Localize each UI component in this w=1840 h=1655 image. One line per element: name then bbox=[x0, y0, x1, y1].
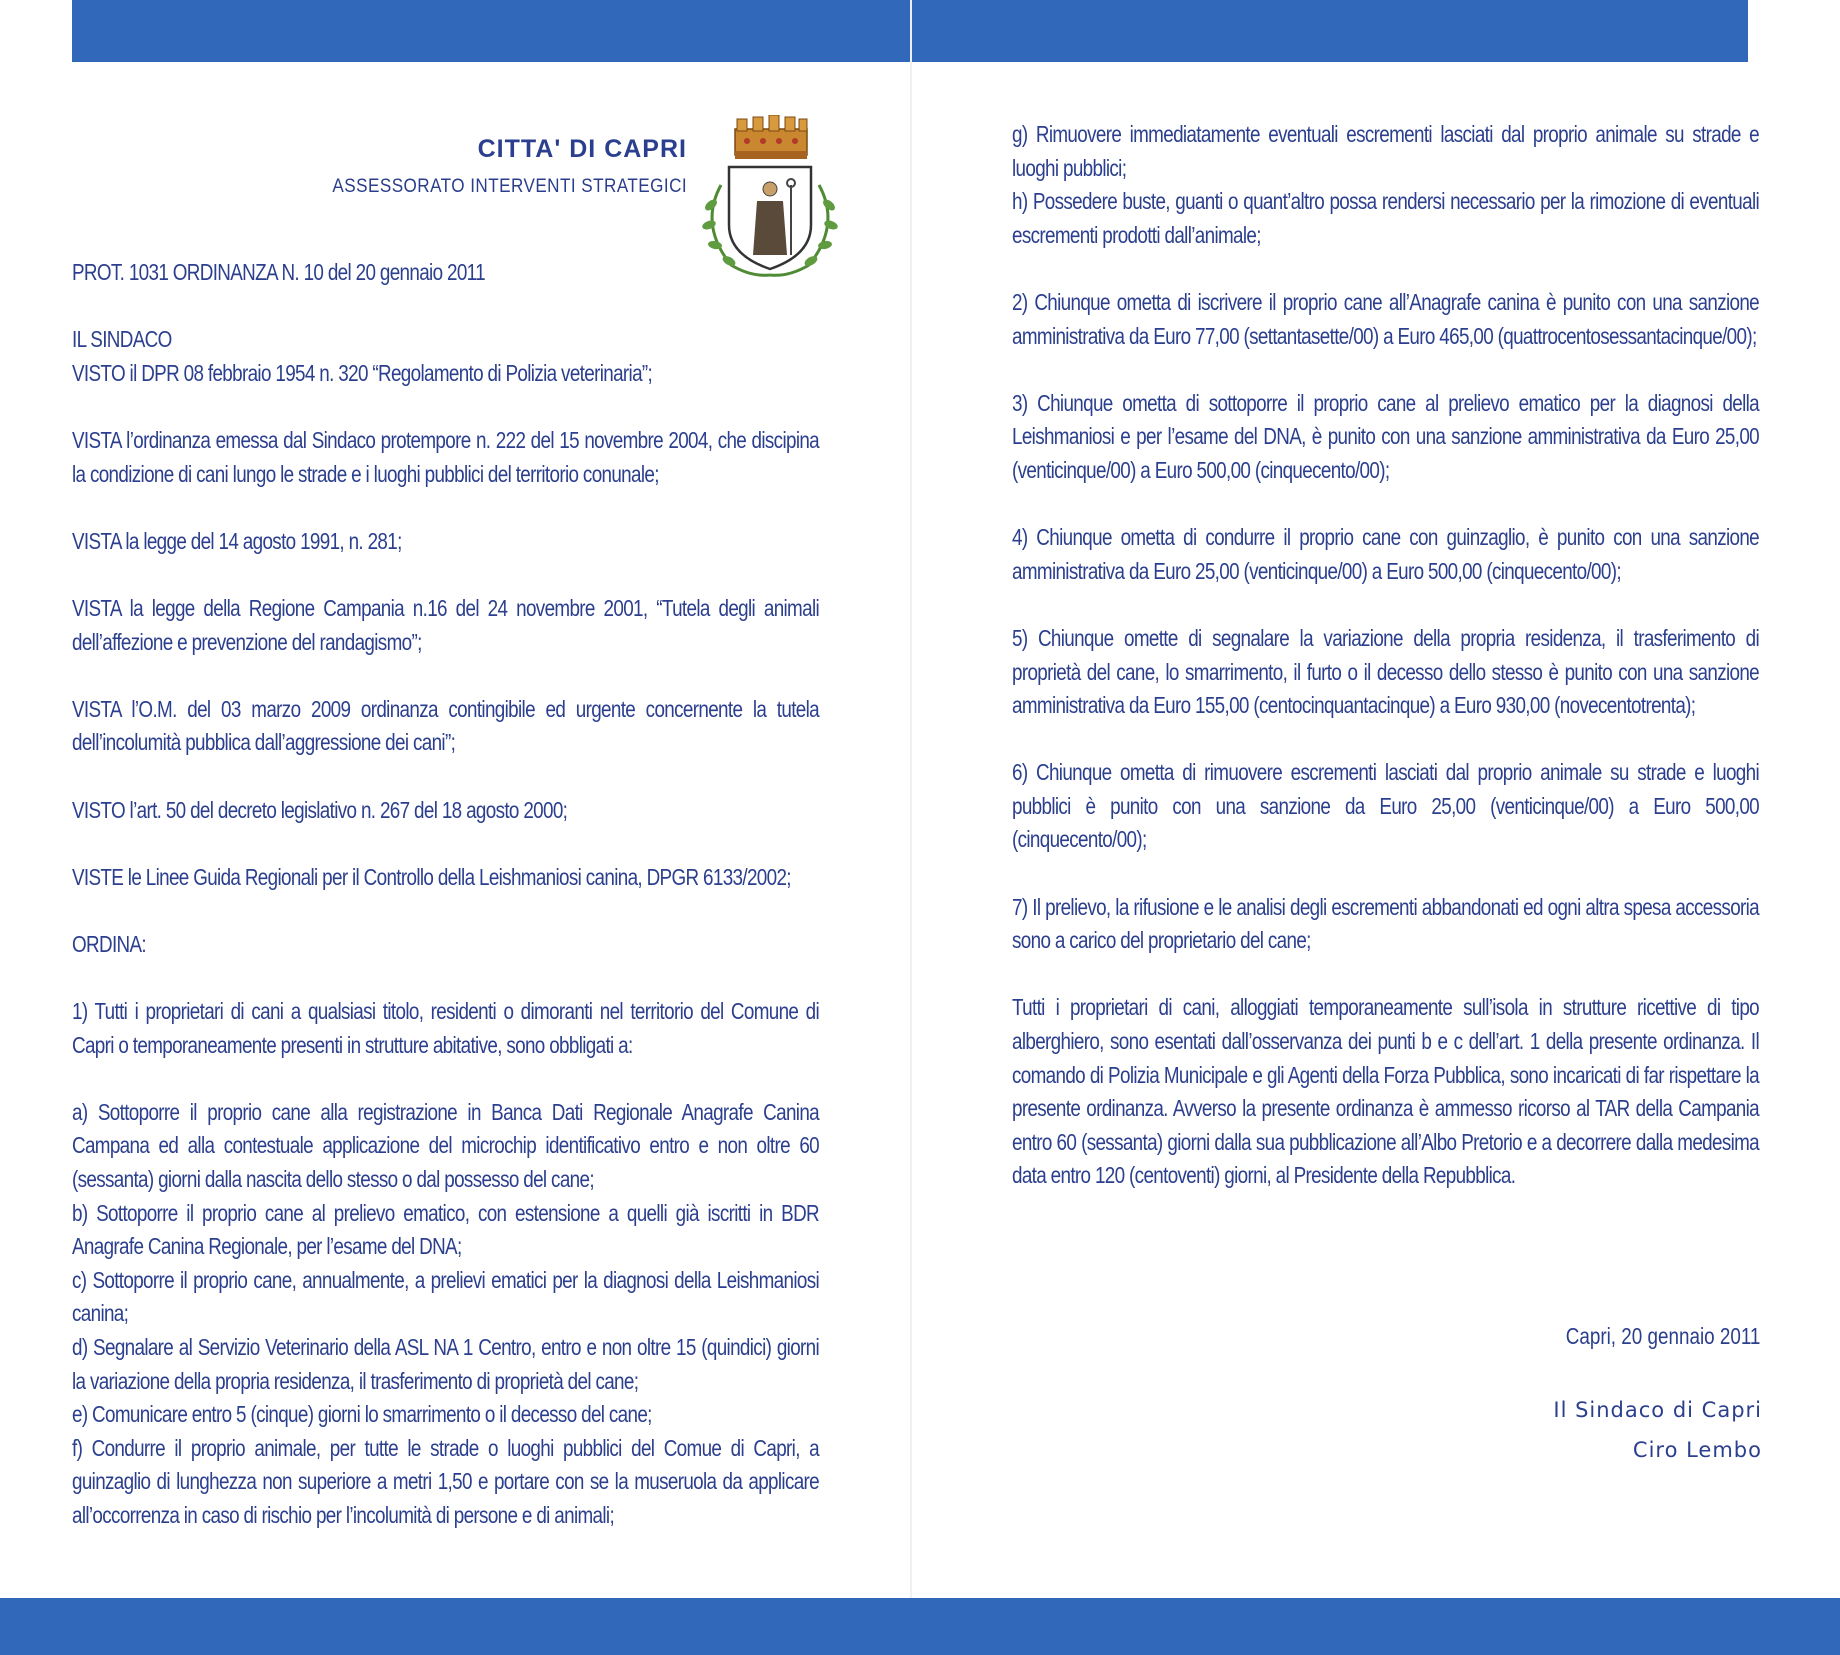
vista-legge-regione: VISTA la legge della Regione Campania n.16 del 24 novembre 2001, “Tutela degli animali dell’affezione e prevenzione del randagismo”; bbox=[72, 594, 820, 655]
protocol-line: PROT. 1031 ORDINANZA N. 10 del 20 gennaio 2011 bbox=[72, 259, 485, 285]
visto-art: VISTO l’art. 50 del decreto legislativo n. 267 del 18 agosto 2000; bbox=[72, 796, 568, 823]
vista-legge: VISTA la legge del 14 agosto 1991, n. 281; bbox=[72, 527, 402, 554]
date-line: Capri, 20 gennaio 2011 bbox=[1565, 1323, 1760, 1349]
vista-ordinanza: VISTA l’ordinanza emessa dal Sindaco protempore n. 222 del 15 novembre 2004, che discipina la condizione di cani lungo le strade e i luoghi pubblici del territorio conunale; bbox=[72, 426, 820, 487]
top-band-left bbox=[72, 0, 910, 62]
item-g: g) Rimuovere immediatamente eventuali escrementi lasciati dal proprio animale su strade e luoghi pubblici; bbox=[1012, 121, 1760, 181]
signature-title: Il Sindaco di Capri bbox=[1553, 1398, 1762, 1422]
signature-block bbox=[1553, 1398, 1762, 1478]
city-title: CITTA' DI CAPRI bbox=[477, 135, 687, 163]
right-text-block bbox=[1012, 118, 1759, 1227]
item-f: f) Condurre il proprio animale, per tutte le strade o luoghi pubblici del Comue di Capri, a guinzaglio di lunghezza non superiore a metri 1,50 e portare con se la museruola da applicare all’occorrenza in caso di rischio per l’incolumità di persone e di animali; bbox=[72, 1434, 820, 1528]
item-e: e) Comunicare entro 5 (cinque) giorni lo smarrimento o il decesso del cane; bbox=[72, 1401, 652, 1428]
item-h: h) Possedere buste, guanti o quant’altro possa rendersi necessario per la rimozione di eventuali escrementi prodotti dall’animale; bbox=[1012, 188, 1760, 248]
left-text-block bbox=[72, 256, 819, 1533]
item-b: b) Sottoporre il proprio cane al prelievo ematico, con estensione a quelli già iscritti in BDR Anagrafe Canina Regionale, per l’esame del DNA; bbox=[72, 1199, 820, 1260]
point-3: 3) Chiunque ometta di sottoporre il proprio cane al prelievo ematico per la diagnosi della Leishmaniosi e per l’esame del DNA, è punito con una sanzione amministrativa da Euro 25,00 (venticinque/00) a Euro 500,00 (cinquecento/00); bbox=[1012, 389, 1760, 483]
ordina-heading: ORDINA: bbox=[72, 930, 147, 957]
point-2: 2) Chiunque ometta di iscrivere il proprio cane all’Anagrafe canina è punito con una sanzione amministrativa da Euro 77,00 (settantasette/00) a Euro 465,00 (quattrocentosessantacinque/00); bbox=[1012, 288, 1760, 349]
top-band-right bbox=[912, 0, 1748, 62]
point-5: 5) Chiunque omette di segnalare la variazione della propria residenza, il trasferimento di proprietà del cane, lo smarrimento, il furto o il decesso dello stesso è punito con una sanzione amministrativa da Euro 155,00 (centocinquantacinque) a Euro 930,00 (novecentotrenta); bbox=[1012, 624, 1760, 719]
item-a: a) Sottoporre il proprio cane alla registrazione in Banca Dati Regionale Anagrafe Canina Campana ed alla contestuale applicazione del microchip identificativo entro e non oltre 60 (sessanta) giorni dalla nascita dello stesso o dal possesso del cane; bbox=[72, 1098, 820, 1193]
visto-dpr: VISTO il DPR 08 febbraio 1954 n. 320 “Regolamento di Polizia veterinaria”; bbox=[72, 359, 653, 386]
page-fold bbox=[910, 0, 912, 1598]
document-header bbox=[293, 135, 687, 198]
signature-name: Ciro Lembo bbox=[1632, 1438, 1762, 1462]
point-1: 1) Tutti i proprietari di cani a qualsiasi titolo, residenti o dimoranti nel territorio del Comune di Capri o temporaneamente presenti in strutture abitative, sono obbligati a: bbox=[72, 998, 820, 1058]
bottom-band bbox=[0, 1598, 1840, 1655]
point-6: 6) Chiunque ometta di rimuovere escrementi lasciati dal proprio animale su strade e luoghi pubblici è punito con una sanzione da Euro 25,00 (venticinque/00) a Euro 500,00 (cinquecento/00); bbox=[1012, 759, 1760, 853]
viste-linee: VISTE le Linee Guida Regionali per il Controllo della Leishmaniosi canina, DPGR 6133/2002; bbox=[72, 863, 791, 890]
department-title: ASSESSORATO INTERVENTI STRATEGICI bbox=[332, 176, 687, 197]
item-c: c) Sottoporre il proprio cane, annualmente, a prelievi ematici per la diagnosi della Leishmaniosi canina; bbox=[72, 1266, 820, 1327]
item-d: d) Segnalare al Servizio Veterinario della ASL NA 1 Centro, entro e non oltre 15 (quindici) giorni la variazione della propria residenza, il trasferimento di proprietà del cane; bbox=[72, 1334, 820, 1394]
vista-om: VISTA l’O.M. del 03 marzo 2009 ordinanza contingibile ed urgente concernente la tutela dell’incolumità pubblica dall’aggressione dei cani”; bbox=[72, 695, 820, 756]
crown-icon bbox=[735, 115, 807, 159]
point-7: 7) Il prelievo, la rifusione e le analisi degli escrementi abbandonati ed ogni altra spesa accessoria sono a carico del proprietario del cane; bbox=[1012, 893, 1760, 954]
closing-paragraph: Tutti i proprietari di cani, alloggiati temporaneamente sull’isola in strutture ricettive di tipo alberghiero, sono esentati dall’osservanza dei punti b e c dell’art. 1 della presente ordinanza. Il comando di Polizia Municipale e gli Agenti della Forza Pubblica, sono incaricati di far rispettare la presente ordinanza. Avverso la presente ordinanza è ammesso ricorso al TAR della Campania entro 60 (sessanta) giorni dalla sua pubblicazione all’Albo Pretorio e a decorrere dalla medesima data entro 120 (centoventi) giorni, al Presidente della Repubblica. bbox=[1012, 994, 1760, 1189]
mayor-heading: IL SINDACO bbox=[72, 326, 172, 353]
point-4: 4) Chiunque ometta di condurre il proprio cane con guinzaglio, è punito con una sanzione amministrativa da Euro 25,00 (venticinque/00) a Euro 500,00 (cinquecento/00); bbox=[1012, 524, 1760, 584]
